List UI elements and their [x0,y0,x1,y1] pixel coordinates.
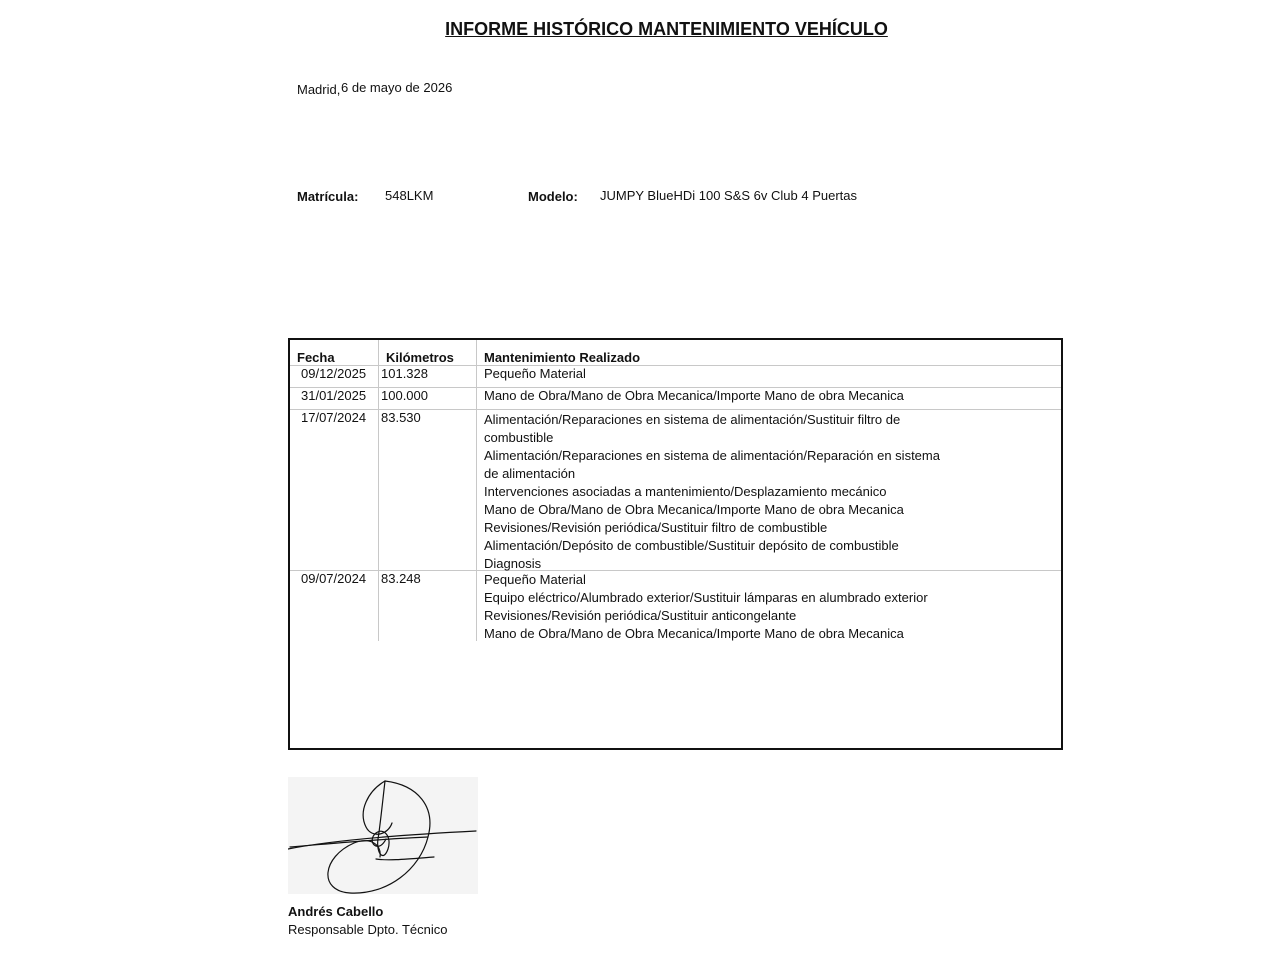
row-km: 83.530 [381,410,421,425]
maintenance-line: Pequeño Material [484,572,586,587]
maintenance-table [288,338,1063,750]
row-date: 17/07/2024 [301,410,367,425]
place-label: Madrid, [297,82,341,97]
row-date: 09/07/2024 [301,571,367,586]
plate-label: Matrícula: [297,189,359,204]
row-km: 101.328 [381,366,428,381]
row-maintenance [484,571,928,643]
column-divider [378,340,379,641]
report-title: INFORME HISTÓRICO MANTENIMIENTO VEHÍCULO [445,19,888,39]
maintenance-line: Mano de Obra/Mano de Obra Mecanica/Importe Mano de obra Mecanica [484,502,904,517]
header-km: Kilómetros [386,350,454,365]
maintenance-line: Intervenciones asociadas a mantenimiento/Desplazamiento mecánico [484,484,887,499]
maintenance-line: Mano de Obra/Mano de Obra Mecanica/Importe Mano de obra Mecanica [484,626,904,641]
maintenance-line: Equipo eléctrico/Alumbrado exterior/Sustituir lámparas en alumbrado exterior [484,590,928,605]
maintenance-line: Alimentación/Reparaciones en sistema de alimentación/Sustituir filtro de [484,412,901,427]
plate-value: 548LKM [385,188,434,203]
model-value: JUMPY BlueHDi 100 S&S 6v Club 4 Puertas [600,188,857,203]
report-date: 6 de mayo de 2026 [341,80,453,95]
row-date: 09/12/2025 [301,366,367,381]
maintenance-line: Alimentación/Reparaciones en sistema de alimentación/Reparación en sistema [484,448,940,463]
row-km: 83.248 [381,571,421,586]
model-label: Modelo: [528,189,578,204]
row-maintenance [484,387,904,405]
column-divider [476,340,477,641]
row-km: 100.000 [381,388,428,403]
signature-image [288,777,478,894]
signer-name: Andrés Cabello [288,904,384,919]
maintenance-line: Pequeño Material [484,366,586,381]
signature-scribble [288,777,478,894]
maintenance-line: Alimentación/Depósito de combustible/Sustituir depósito de combustible [484,538,899,553]
maintenance-line: Revisiones/Revisión periódica/Sustituir anticongelante [484,608,797,623]
maintenance-line: combustible [484,430,554,445]
maintenance-line: Revisiones/Revisión periódica/Sustituir filtro de combustible [484,520,828,535]
row-maintenance [484,411,940,573]
header-date: Fecha [297,350,335,365]
maintenance-line: Mano de Obra/Mano de Obra Mecanica/Importe Mano de obra Mecanica [484,388,904,403]
header-maintenance: Mantenimiento Realizado [484,350,641,365]
row-maintenance [484,365,586,383]
maintenance-line: de alimentación [484,466,576,481]
row-date: 31/01/2025 [301,388,367,403]
maintenance-line: Diagnosis [484,556,542,571]
signer-role: Responsable Dpto. Técnico [288,922,448,937]
